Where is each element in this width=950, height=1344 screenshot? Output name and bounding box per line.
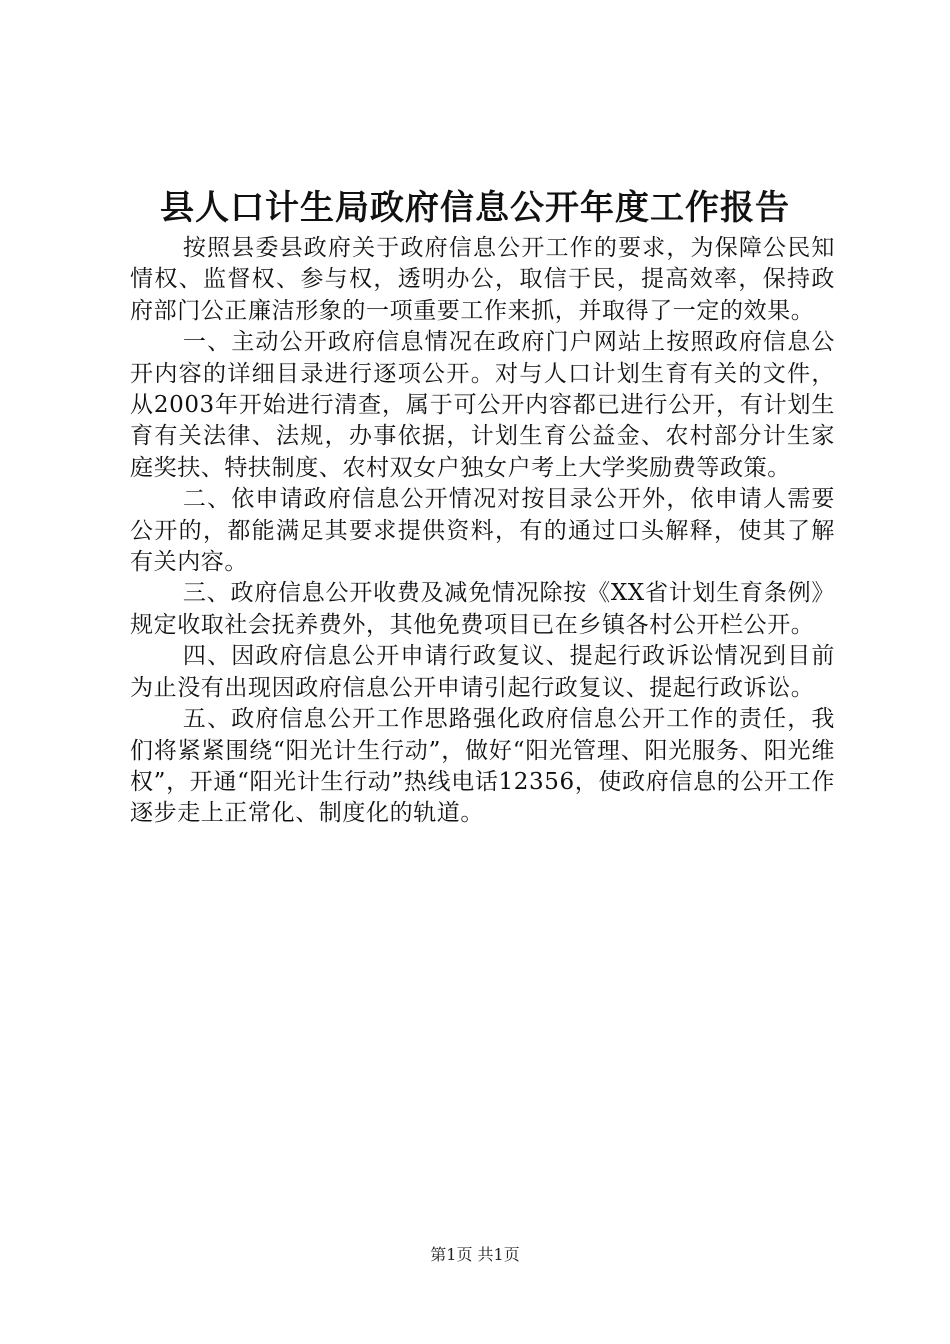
page-number-footer: 第1页 共1页: [430, 1245, 520, 1264]
document-title: 县人口计生局政府信息公开年度工作报告: [160, 188, 790, 228]
paragraph-section-1: 一、主动公开政府信息情况在政府门户网站上按照政府信息公开内容的详细目录进行逐项公开。对与人口计划生育有关的文件，从2003年开始进行清查，属于可公开内容都已进行公开，有计划生育有关法律、法规，办事依据，计划生育公益金、农村部分计生家庭奖扶、特扶制度、农村双女户独女户考上大学奖励费等政策。: [130, 329, 835, 481]
paragraph-section-5: 五、政府信息公开工作思路强化政府信息公开工作的责任，我们将紧紧围绕“阳光计生行动”，做好“阳光管理、阳光服务、阳光维权”，开通“阳光计生行动”热线电话12356，使政府信息的公开工作逐步走上正常化、制度化的轨道。: [130, 706, 835, 827]
document-body: [130, 233, 835, 830]
paragraph-section-3: 三、政府信息公开收费及减免情况除按《XX省计划生育条例》规定收取社会抚养费外，其他免费项目已在乡镇各村公开栏公开。: [130, 580, 835, 638]
paragraph-intro: 按照县委县政府关于政府信息公开工作的要求，为保障公民知情权、监督权、参与权，透明办公，取信于民，提高效率，保持政府部门公正廉洁形象的一项重要工作来抓，并取得了一定的效果。: [130, 235, 835, 324]
paragraph-section-2: 二、依申请政府信息公开情况对按目录公开外，依申请人需要公开的，都能满足其要求提供资料，有的通过口头解释，使其了解有关内容。: [130, 486, 835, 576]
paragraph-section-4: 四、因政府信息公开申请行政复议、提起行政诉讼情况到目前为止没有出现因政府信息公开申请引起行政复议、提起行政诉讼。: [130, 643, 835, 701]
